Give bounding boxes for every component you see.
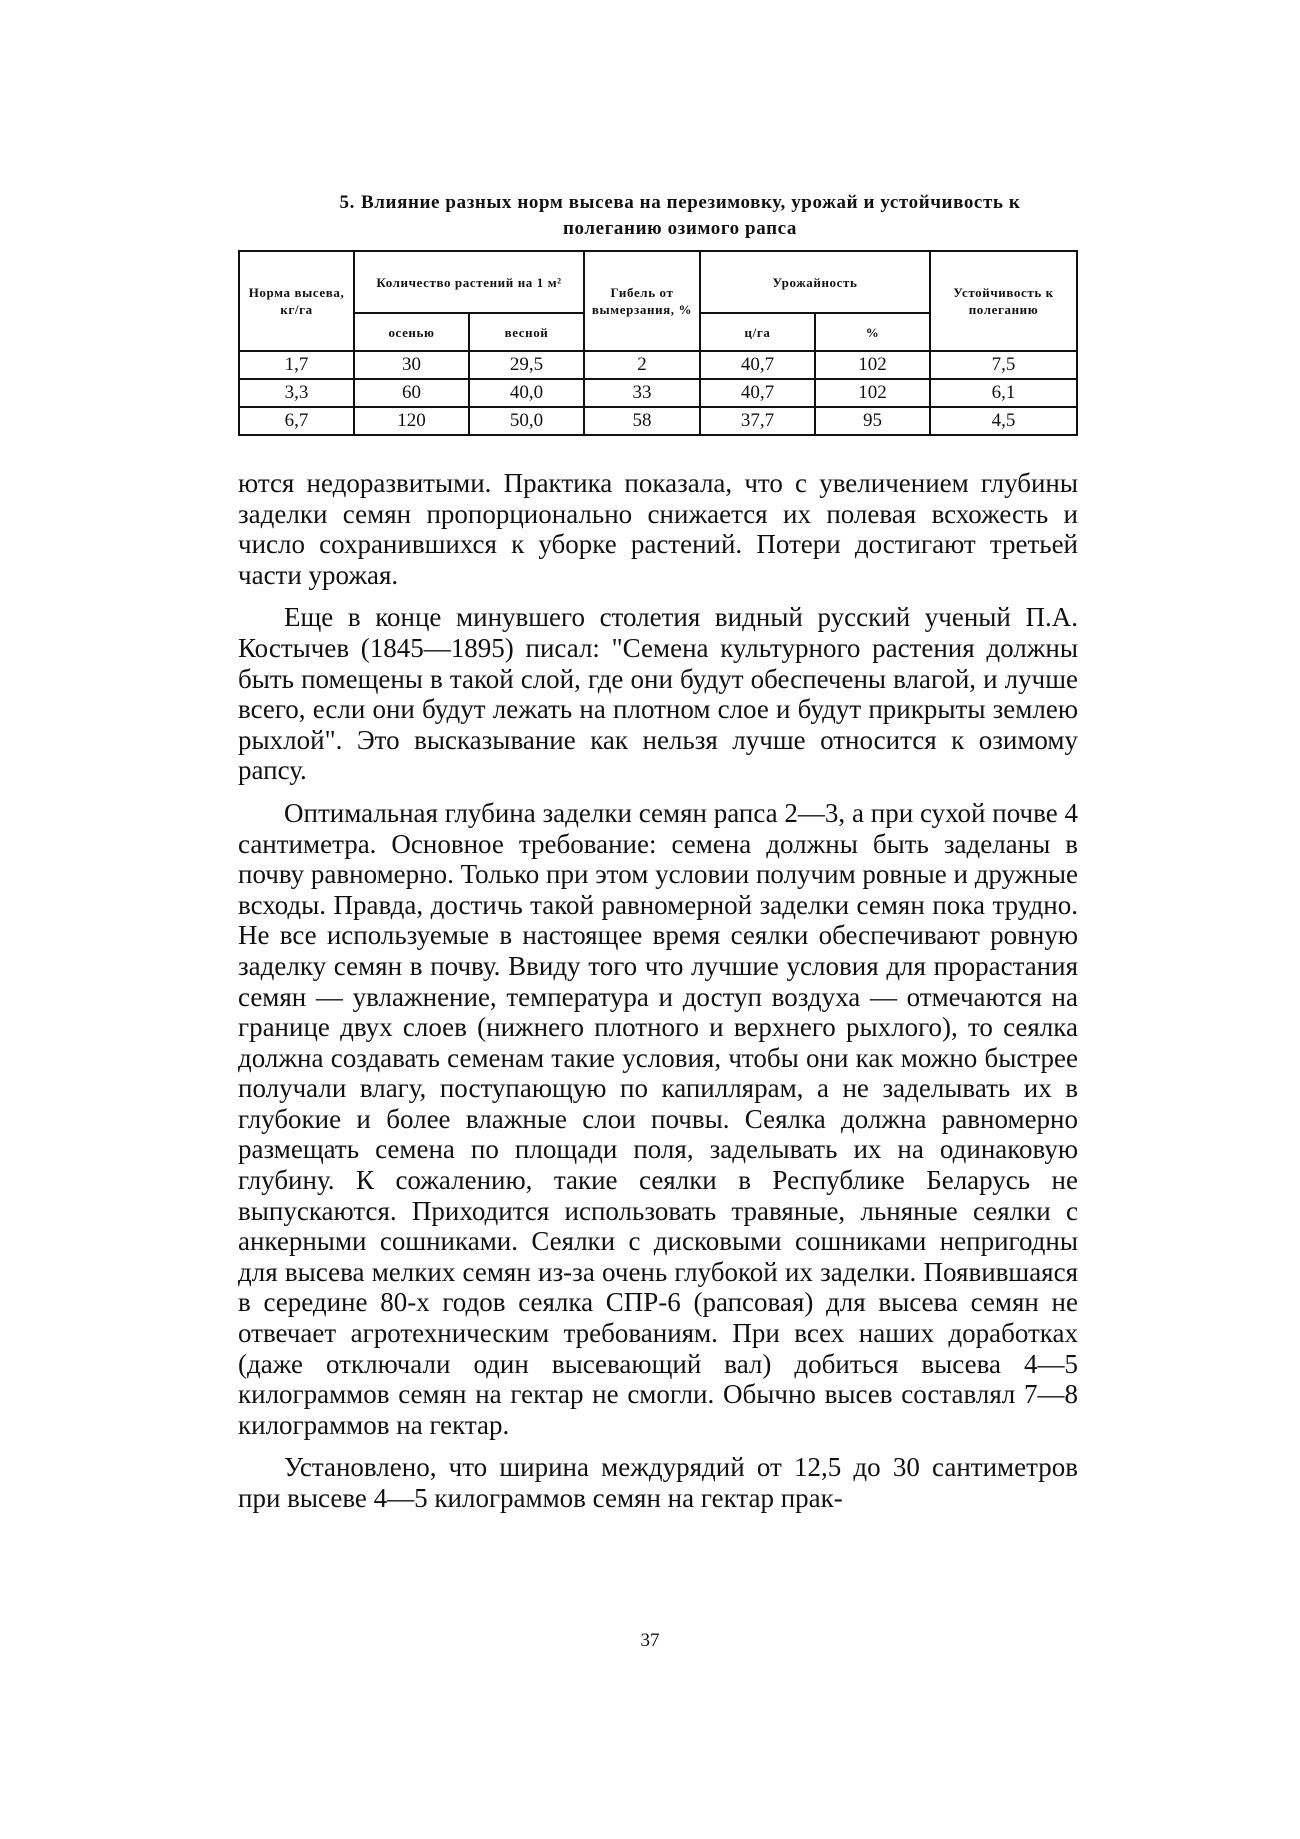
data-table: [238, 250, 1078, 436]
table-cell: 40,0: [469, 379, 584, 407]
table-cell: 40,7: [700, 379, 815, 407]
table-cell: 1,7: [239, 351, 354, 379]
table-number: 5.: [339, 192, 355, 213]
table-cell: 37,7: [700, 407, 815, 435]
table-cell: 60: [354, 379, 469, 407]
table-title: Влияние разных норм высева на перезимовку, урожай и устойчивость к полеганию озимого рапса: [360, 192, 1021, 239]
table-cell: 3,3: [239, 379, 354, 407]
header-yield-c: ц/га: [700, 313, 815, 351]
header-norm: Норма высева, кг/га: [239, 251, 354, 351]
paragraph: ются недоразвитыми. Практика показала, что с увеличением глубины заделки семян пропорционально снижается их полевая всхожесть и число сохранившихся к уборке растений. Потери достигают третьей части урожая.: [238, 468, 1078, 590]
table-cell: 2: [584, 351, 700, 379]
table-cell: 6,7: [239, 407, 354, 435]
paragraph: Еще в конце минувшего столетия видный русский ученый П.А. Костычев (1845—1895) писал: "Семена культурного растения должны быть помещены в такой слой, где они будут обеспечены влагой, и лучше всего, если они будут лежать на плотном слое и будут прикрыты землею рыхлой". Это высказывание как нельзя лучше относится к озимому рапсу.: [238, 602, 1078, 786]
table-cell: 95: [815, 407, 930, 435]
header-autumn: осенью: [354, 313, 469, 351]
table-caption: [300, 190, 1060, 242]
table-cell: 30: [354, 351, 469, 379]
table-cell: 102: [815, 351, 930, 379]
header-spring: весной: [469, 313, 584, 351]
body-text: [238, 468, 1078, 1514]
table-cell: 33: [584, 379, 700, 407]
paragraph: Оптимальная глубина заделки семян рапса 2—3, а при сухой почве 4 сантиметра. Основное требование: семена должны быть заделаны в почву равномерно. Только при этом условии получим ровные и дружные всходы. Правда, достичь такой равномерной заделки семян пока трудно. Не все используемые в настоящее время сеялки обеспечивают ровную заделку семян в почву. Ввиду того что лучшие условия для прорастания семян — увлажнение, температура и доступ воздуха — отмечаются на границе двух слоев (нижнего плотного и верхнего рыхлого), то сеялка должна создавать семенам такие условия, чтобы они как можно быстрее получали влагу, поступающую по капиллярам, а не заделывать их в глубокие и более влажные слои почвы. Сеялка должна равномерно размещать семена по площади поля, заделывать их на одинаковую глубину. К сожалению, такие сеялки в Республике Беларусь не выпускаются. Приходится использовать травяные, льняные сеялки с анкерными сошниками. Сеялки с дисковыми сошниками непригодны для высева мелких семян из-за очень глубокой их заделки. Появившаяся в середине 80-х годов сеялка СПР-6 (рапсовая) для высева семян не отвечает агротехническим требованиям. При всех наших доработках (даже отключали один высевающий вал) добиться высева 4—5 килограммов семян на гектар не смогли. Обычно высев составлял 7—8 килограммов на гектар.: [238, 797, 1078, 1440]
header-lodging: Устойчивость к полеганию: [930, 251, 1077, 351]
table-cell: 4,5: [930, 407, 1077, 435]
table-cell: 50,0: [469, 407, 584, 435]
table-cell: 102: [815, 379, 930, 407]
header-yield: Урожайность: [700, 251, 930, 313]
header-yield-pct: %: [815, 313, 930, 351]
table-cell: 29,5: [469, 351, 584, 379]
table-cell: 6,1: [930, 379, 1077, 407]
table-header-row: [239, 251, 1077, 313]
paragraph: Установлено, что ширина междурядий от 12,5 до 30 сантиметров при высеве 4—5 килограммов семян на гектар прак-: [238, 1452, 1078, 1513]
table-row: [239, 379, 1077, 407]
table-cell: 58: [584, 407, 700, 435]
table-row: [239, 407, 1077, 435]
table-cell: 7,5: [930, 351, 1077, 379]
header-death: Гибель от вымерзания, %: [584, 251, 700, 351]
table-row: [239, 351, 1077, 379]
header-plants: Количество растений на 1 м²: [354, 251, 584, 313]
table-cell: 120: [354, 407, 469, 435]
page-number: 37: [640, 1630, 660, 1651]
table-cell: 40,7: [700, 351, 815, 379]
